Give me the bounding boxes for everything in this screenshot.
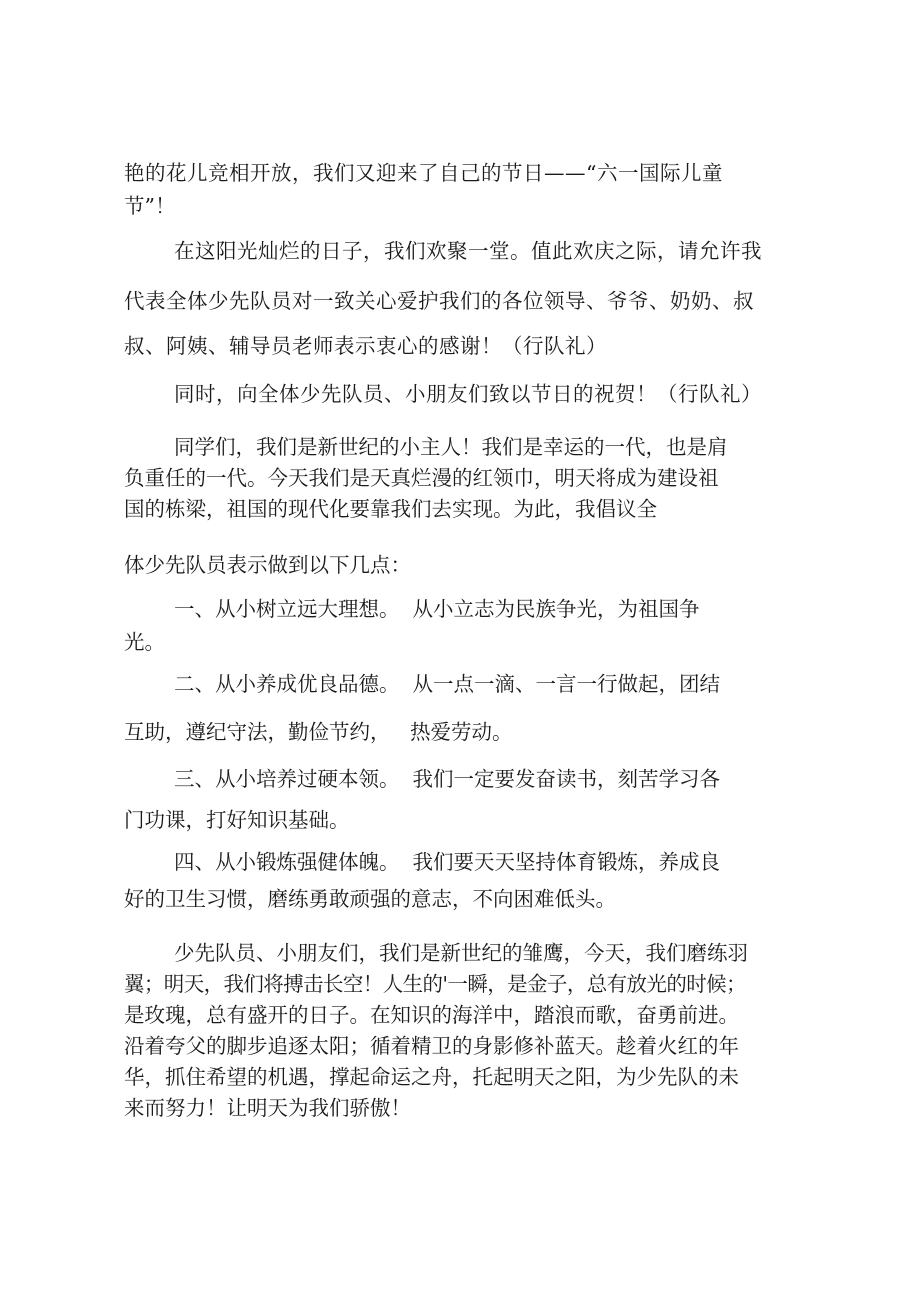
text-line: 四、从小锻炼强健体魄。 我们要天天坚持体育锻炼，养成良 <box>174 850 721 874</box>
text-line: 三、从小培养过硬本领。 我们一定要发奋读书，刻苦学习各 <box>174 767 721 791</box>
text-line: 二、从小养成优良品德。 从一点一滴、一言一行做起，团结 <box>174 672 721 696</box>
text-line: 代表全体少先队员对一致关心爱护我们的各位领导、爷爷、奶奶、叔 <box>124 289 754 313</box>
text-line: 是玫瑰，总有盛开的日子。在知识的海洋中，踏浪而歌，奋勇前进。 <box>124 1003 739 1027</box>
text-line: 门功课，打好知识基础。 <box>124 808 350 832</box>
text-line: 华，抓住希望的机遇，撑起命运之舟，托起明天之阳，为少先队的未 <box>124 1065 739 1089</box>
text-line: 好的卫生习惯，磨练勇敢顽强的意志，不向困难低头。 <box>124 887 616 911</box>
text-line: 互助，遵纪守法，勤俭节约， 热爱劳动。 <box>124 720 513 744</box>
text-line: 同时，向全体少先队员、小朋友们致以节日的祝贺！（行队礼） <box>174 382 762 406</box>
text-line: 在这阳光灿烂的日子，我们欢聚一堂。值此欢庆之际，请允许我 <box>174 239 762 263</box>
text-line: 来而努力！让明天为我们骄傲！ <box>124 1096 411 1120</box>
text-line: 叔、阿姨、辅导员老师表示衷心的感谢！（行队礼） <box>124 334 607 358</box>
text-line: 光。 <box>124 630 165 654</box>
text-line: 一、从小树立远大理想。 从小立志为民族争光，为祖国争 <box>174 597 700 621</box>
text-line: 沿着夸父的脚步追逐太阳；循着精卫的身影修补蓝天。趁着火红的年 <box>124 1034 739 1058</box>
text-line: 国的栋梁，祖国的现代化要靠我们去实现。为此，我倡议全 <box>124 497 657 521</box>
text-line: 负重任的一代。今天我们是天真烂漫的红领巾，明天将成为建设祖 <box>124 466 719 490</box>
text-line: 翼；明天，我们将搏击长空！人生的'一瞬，是金子，总有放光的时候； <box>124 972 746 996</box>
text-line: 体少先队员表示做到以下几点： <box>124 553 411 577</box>
text-line: 艳的花儿竞相开放，我们又迎来了自己的节日——“六一国际儿童 <box>124 161 723 185</box>
text-line: 节”！ <box>124 194 176 218</box>
text-line: 同学们，我们是新世纪的小主人！我们是幸运的一代，也是肩 <box>174 435 728 459</box>
text-line: 少先队员、小朋友们，我们是新世纪的雏鹰，今天，我们磨练羽 <box>174 941 748 965</box>
